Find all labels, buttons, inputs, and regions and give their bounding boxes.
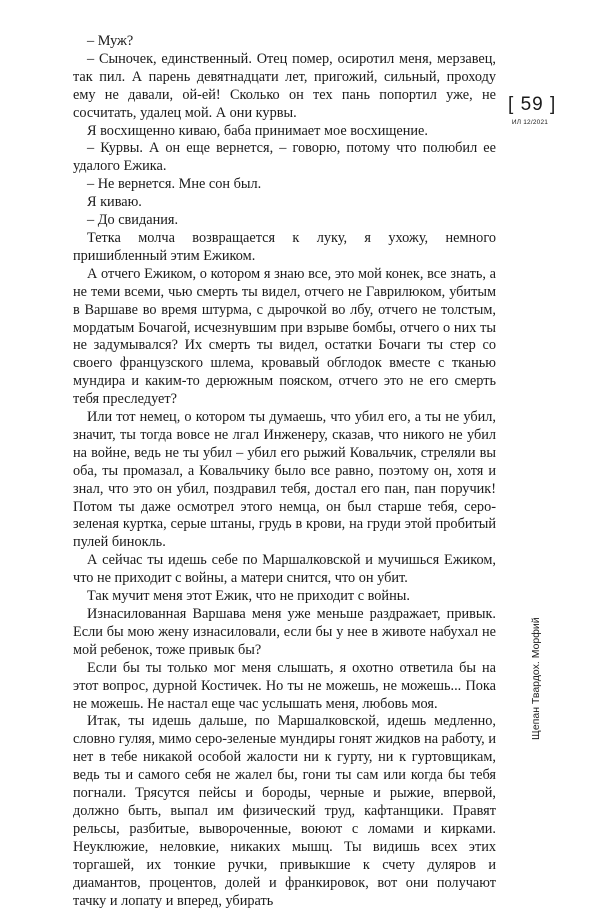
paragraph: Если бы ты только мог меня слышать, я охотно ответила бы на этот вопрос, дурной Костичек. Но ты не можешь, не можешь... Пока не можешь. Не настал еще час услышать меня, любовь моя.: [73, 659, 496, 712]
paragraph: Изнасилованная Варшава меня уже меньше раздражает, привык. Если бы мою жену изнасиловали, если бы у нее в животе набухал не мой ребенок, тоже привык бы?: [73, 606, 496, 658]
running-title: Щепан Твардох. Морфий: [530, 617, 542, 740]
paragraph: Так мучит меня этот Ежик, что не приходит с войны.: [87, 588, 410, 605]
paragraph: – До свидания.: [87, 212, 179, 229]
paragraph: Тетка молча возвращается к луку, я ухожу, немного пришибленный этим Ежиком.: [73, 229, 496, 264]
page-number-value: 59: [520, 94, 544, 115]
journal-issue: ИЛ 12/2021: [511, 119, 549, 126]
paragraph: – Сыночек, единственный. Отец помер, осиротил меня, мерзавец, так пил. А парень девятнадцати лет, пригожий, сильный, проходу ему не давали, ой-ей! Сколько он тех пань попортил уже, не сосчитать, удалец мой. А они курвы.: [73, 50, 496, 121]
paragraph: – Муж?: [87, 33, 134, 49]
body-text: [73, 33, 496, 910]
paragraph: А отчего Ежиком, о котором я знаю все, это мой конек, все знать, а не теми всеми, чью смерть ты видел, отчего не Гаврилюком, убитым в Варшаве во время штурма, с дырочкой во лбу, отчего не толстым, мордатым Бочагой, исчезнувшим при взрыве бомбы, отчего о них ты не задумывался? Их смерть ты видел, остатки Бочаги ты стер со своего французского шлема, кровавый обглодок вместе с тканью мундира и каким-то дерюжным пояском, отчего это не его смерть тебя преследует?: [73, 265, 496, 408]
paragraph: Я киваю.: [87, 194, 142, 211]
paragraph: Итак, ты идешь дальше, по Маршалковской, идешь медленно, словно гуляя, мимо серо-зеленые мундиры гонят жидков на работу, и нет в тебе никакой особой жалости ни к гурту, ни к гуртовщикам, ведь ты и самого себя не жалел бы, гони ты сам или когда бы тебя погнали. Трясутся пейсы и бороды, черные и рыжие, впервой, должно быть, выпал им физический труд, кафтанщики. Правят рельсы, разбитые, вывороченные, воюют с ломами и кирками. Неуклюжие, неловкие, никаких мышц. Ты видишь всех этих торгашей, их тонкие ручки, привыкшие к счету дуляров и диамантов, процентов, долей и франкировок, вот они получают тачку и лопату и вперед, убирать: [73, 713, 496, 909]
bracket-close: ]: [549, 94, 557, 115]
page-number: [508, 94, 557, 116]
paragraph: Я восхищенно киваю, баба принимает мое восхищение.: [87, 122, 428, 139]
folio: [508, 94, 557, 126]
paragraph: – Курвы. А он еще вернется, – говорю, потому что полюбил ее удалого Ежика.: [73, 140, 496, 175]
bracket-open: [: [508, 94, 515, 115]
paragraph: – Не вернется. Мне сон был.: [87, 176, 262, 193]
paragraph: Или тот немец, о котором ты думаешь, что убил его, а ты не убил, значит, ты тогда вовсе не лгал Инженеру, сказав, что никого не убил на войне, ведь не ты убил – убил его рыжий Ковальчик, стреляли вы оба, ты промазал, а Ковальчику было все равно, поэтому он, хотя и знал, что это он убил, поздравил тебя, достал его пан, пан поручик! Потом ты даже осмотрел этого немца, он был старше тебя, серо-зеленая куртка, серые штаны, грудь в крови, на груди этой пробитый пулей бинокль.: [73, 409, 496, 551]
paragraph: А сейчас ты идешь себе по Маршалковской и мучишься Ежиком, что не приходит с войны, а матери снится, что он убит.: [73, 552, 496, 587]
